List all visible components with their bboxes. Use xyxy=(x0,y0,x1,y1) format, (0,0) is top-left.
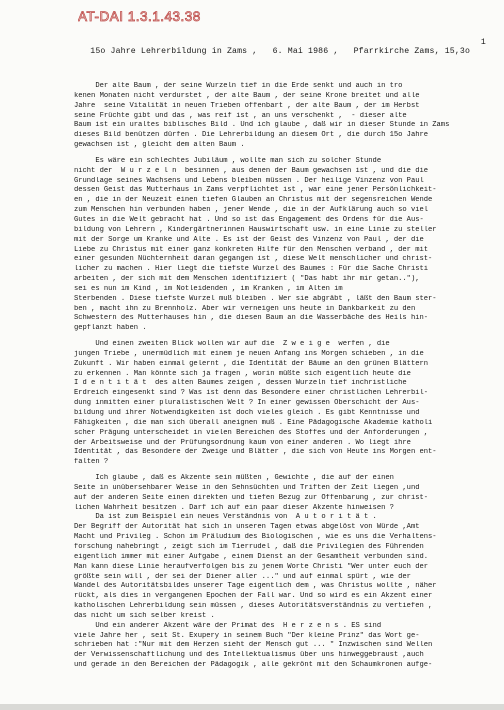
text-line: Seite in unübersehbarer Weise in den Sehnsüchten und Triften der Zeit liegen ,und xyxy=(74,483,420,492)
text-line: und gerade in den Bereichen der Pädagogik , alle gekrönt mit den Schaumkronen aufge- xyxy=(74,661,433,670)
header-date: 6. Mai 1986 xyxy=(272,47,329,56)
text-line: Zukunft . Wir haben einmal gelernt , die Identität der Bäume an den grünen Blättern xyxy=(74,359,429,368)
text-line: rückt, als dies in vergangenen Epochen der Fall war. Und so wird es ein Akzent einer xyxy=(74,592,433,601)
header-place: Pfarrkirche Zams, 15,3o xyxy=(353,47,471,56)
typed-text-body xyxy=(74,82,500,671)
text-line: Jahre seine Vitalität in neuen Trieben offenbart , der alte Baum , der im Herbst xyxy=(74,101,420,110)
text-line: scher Prägung unterscheidet in vielen Bereichen des Stoffes und der Anforderungen , xyxy=(74,428,429,437)
text-line: Macht und Privileg . Schon im Präludium des Biologischen , wie es uns die Verhaltens- xyxy=(74,533,437,542)
text-line: Wandel des Autoritätsbildes unserer Tage eigentlich dem , was Christus wollte , näher xyxy=(74,582,437,591)
text-line: Der alte Baum , der seine Wurzeln tief in die Erde senkt und auch in tro xyxy=(74,82,403,90)
text-line: Der Begriff der Autorität hat sich in unseren Tagen etwas abgelöst von Würde ,Amt xyxy=(74,523,420,532)
text-line: Schwestern des Mutterhauses hin , die diesen Baum an die Wasserbäche des Heils hin- xyxy=(74,314,429,323)
text-line: dieses Bild benützen dürfen . Die Lehrerbildung an diesem Ort , die durch 15o Jahre xyxy=(74,131,429,140)
text-line: Grundlage seines Wachsens und Lebens bleiben müssen . Der heilige Vinzenz von Paul xyxy=(74,176,424,185)
text-line: sei es nun im Kind , im Notleidenden , im Kranken , im Alten im xyxy=(74,284,343,293)
text-line: Man kann diese Linie heraufverfolgen bis zu jenem Worte Christi "Wer unter euch der xyxy=(74,562,429,571)
text-line: das nicht um sich selber kreist . xyxy=(74,611,215,620)
text-line: ben , macht ihn zu Brennholz. Aber wir verneigen uns heute in Dankbarkeit zu den xyxy=(74,304,416,313)
text-line: auf der anderen Seite einen direkten und tiefen Bezug zur Offenbarung , zur christ- xyxy=(74,493,429,502)
text-line: Gutes in die Welt gebracht hat . Und so ist das Engagement des Ordens für die Aus- xyxy=(74,215,424,224)
text-line: einer gesunden Nüchternheit daran gegangen ist , diese Welt menschlicher und christ- xyxy=(74,255,433,264)
text-line: viele Jahre her , seit St. Exupery in seinem Buch "Der kleine Prinz" das Wort ge- xyxy=(74,631,420,640)
text-line: Und ein anderer Akzent wäre der Primat des H e r z e n s . ES sind xyxy=(74,621,382,630)
text-line: mit der Sorge um Kranke und Alte . Es ist der Geist des Vinzenz von Paul , der die xyxy=(74,235,424,244)
text-line: gepflanzt haben . xyxy=(74,324,147,333)
text-line: Es wäre ein schlechtes Jubiläum , wollte man sich zu solcher Stunde xyxy=(74,156,382,165)
text-line: seine Früchte gibt und das , was reif ist , an uns verschenkt , - dieser alte xyxy=(74,111,407,120)
text-line: bildung und ihrer Notwendigkeiten ist doch vieles gleich . Es gibt Kenntnisse und xyxy=(74,409,420,417)
text-line: Sterbenden . Diese tiefste Wurzel muß bleiben . Wer sie abgräbt , läßt den Baum ster- xyxy=(74,294,437,303)
text-line: schrieben hat :"Nur mit dem Herzen sieht der Mensch gut ... " Inzwischen sind Wellen xyxy=(74,641,433,650)
text-line: der Arbeitsweise und der Prüfungsordnung kaum von einer anderen . Wo liegt ihre xyxy=(74,438,411,447)
archive-stamp-text: AT-DAI 1.3.1.43.38 xyxy=(78,9,201,24)
text-line: Fähigkeiten , die man sich überall aneignen muß . Eine Pädagogische Akademie katholi xyxy=(74,418,433,427)
text-line: I d e n t i t ä t des alten Baumes zeigen , dessen Wurzeln tief inchristliche xyxy=(74,379,407,388)
text-line: kenen Monaten nicht verdurstet , der alte Baum , der seine Krone breitet und alle xyxy=(74,91,420,100)
text-line: arbeiten , der sich mit dem Menschen identifiziert ( "Das habt ihr mir getan.."), xyxy=(74,275,420,284)
text-line: nicht der W u r z e l n besinnen , aus denen der Baum gewachsen ist , und die die xyxy=(74,166,429,175)
text-line: lichen Wahrheit besitzen . Darf ich auf ein paar dieser Akzente hinweisen ? xyxy=(74,503,394,512)
text-line: Liebe zu Christus mit einer ganz konkreten Hilfe für den Menschen verband , der mit xyxy=(74,245,429,254)
text-line: Baum ist ein uraltes biblisches Bild . Und ich glaube , daß wir in dieser Stunde in Zams xyxy=(74,121,450,130)
text-line: katholischen Lehrerbildung sein müssen , dieses Autoritätsverständnis zu vertiefen , xyxy=(74,602,433,611)
text-line: größte sein will , der sei der Diener aller ..." und auf einmal spürt , wie der xyxy=(74,572,411,581)
text-line: Ich glaube , daß es Akzente sein müßten , Gewichte , die auf der einen xyxy=(74,474,394,483)
archive-stamp xyxy=(78,8,228,24)
text-line: Erdreich eingesenkt sind ? Was ist denn das Besondere einer christlichen Lehrerbil- xyxy=(74,389,429,398)
text-line: forschung nahebringt , zeigt sich im Tierrudel , daß die Privilegien des Führenden xyxy=(74,542,424,551)
page-header: 15o Jahre Lehrerbildung in Zams , 6. Mai 1986 , Pfarrkirche Zams, 15,3o 1 xyxy=(90,38,486,56)
text-line: bildung von Lehrern , Kindergärtnerinnen Hauswirtschaft usw. in eine Linie zu steller xyxy=(74,225,437,234)
header-title: 15o Jahre Lehrerbildung in Zams xyxy=(90,47,248,56)
text-line: licher zu machen . Hier liegt die tiefste Wurzel des Baumes : Für die Sache Christi xyxy=(74,265,429,274)
text-line: dessen Geist das Mutterhaus in Zams verpflichtet ist , war eine jener Persönlichkeit- xyxy=(74,186,437,195)
text-line: falten ? xyxy=(74,458,109,467)
text-line: Identität , das Besondere der Zweige und Blätter , die sich von Heute ins Morgen ent- xyxy=(74,448,437,457)
text-line: jungen Triebe , unermüdlich mit einem je neuen Anfang ins Morgen schieben , in die xyxy=(74,349,424,358)
text-line: der Verwissenschaftlichung und des Intellektualismus über uns hinweggebraust ,auch xyxy=(74,651,424,660)
page-number: 1 xyxy=(480,38,486,47)
text-line: Und einen zweiten Blick wollen wir auf die Z w e i g e werfen , die xyxy=(74,340,390,349)
text-line: zum Menschen hin verbunden haben , jener Wende , die in der Aufklärung auch so viel xyxy=(74,206,429,215)
text-line: en , die in der Neuzeit einen tiefen Glauben an Christus mit der segensreichen Wende xyxy=(74,196,433,205)
text-line: dung inmitten einer pluralistischen Welt ? In einer gewissen Oberschicht der Aus- xyxy=(74,399,420,408)
text-line: Da ist zum Beispiel ein neues Verständnis von A u t o r i t ä t . xyxy=(74,513,377,522)
page-bottom-edge xyxy=(0,704,504,710)
text-line: zu erkennen . Man könnte sich ja fragen , worin müßte sich eigentlich heute die xyxy=(74,369,411,378)
text-line: eigentlich immer mit einer Aufgabe , einem Dienst an der Gesamtheit verbunden sind. xyxy=(74,552,429,561)
text-line: gewachsen ist , gleicht dem alten Baum . xyxy=(74,141,245,150)
